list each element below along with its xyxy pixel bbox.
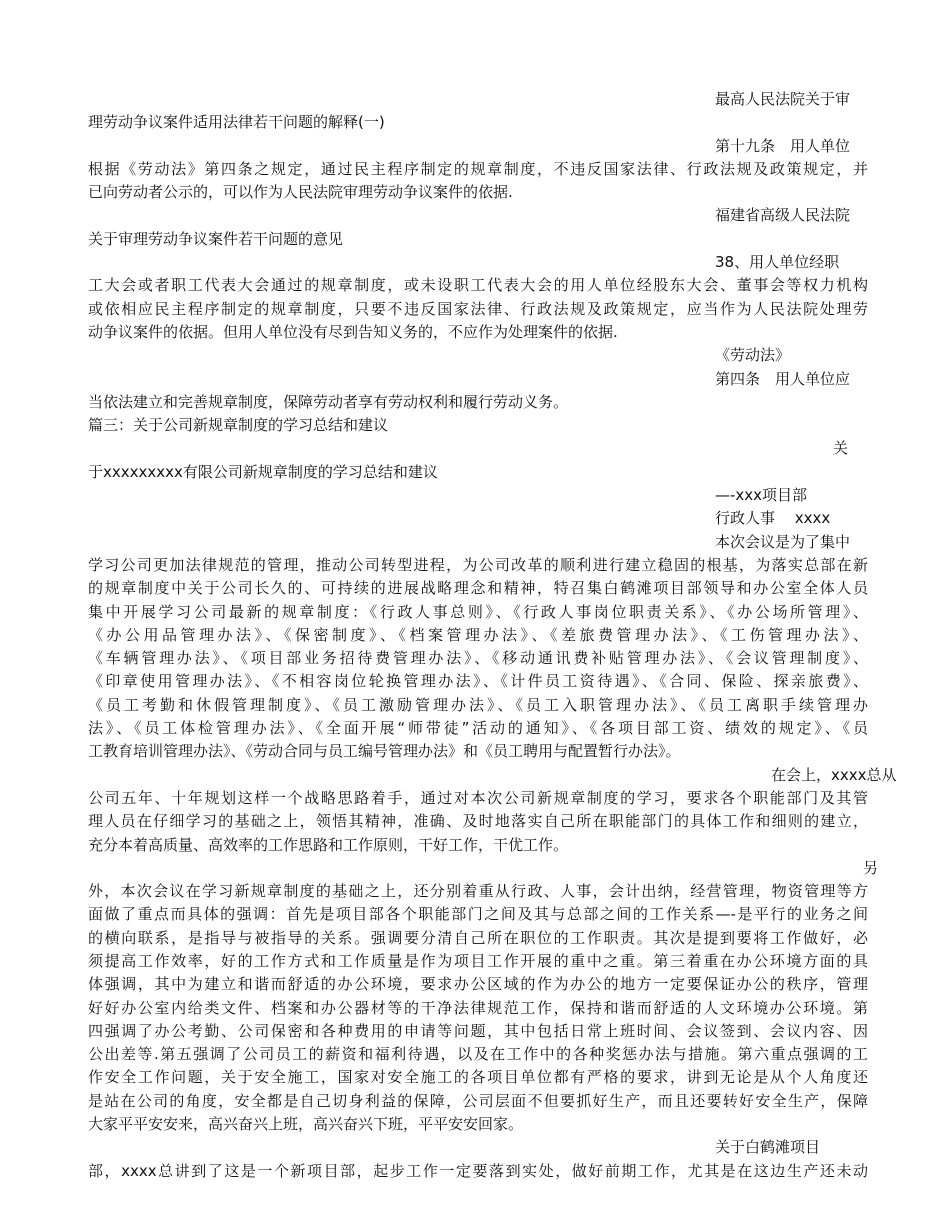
text-line: 《办公用品管理办法》、《保密制度》、《档案管理办法》、《差旅费管理办法》、《工伤管理办法》、 (88, 625, 868, 644)
text-line: 第十九条 用人单位 (715, 136, 851, 155)
text-line: 已向劳动者公示的，可以作为人民法院审理劳动争议案件的依据. (88, 183, 513, 202)
text-line: 《印章使用管理办法》、《不相容岗位轮换管理办法》、《计件员工资待遇》、《合同、保险、探亲旅费》、 (88, 672, 868, 691)
text-line: 须提高工作效率，好的工作方式和工作质量是作为项目工作开展的重中之重。第三着重在办公环境方面的具 (88, 951, 868, 970)
text-line: 好好办公室内给类文件、档案和办公器材等的干净法律规范工作，保持和谐而舒适的人文环境办公环境。第 (88, 998, 868, 1017)
text-line: 38、用人单位经职 (715, 253, 840, 272)
text-line: 在会上，xxxx总从 (771, 765, 897, 784)
text-line: 公出差等.第五强调了公司员工的薪资和福利待遇，以及在工作中的各种奖惩办法与措施。第六重点强调的工 (88, 1045, 868, 1064)
text-line: —-xxx项目部 (715, 486, 808, 505)
text-line: 工教育培训管理办法》、《劳动合同与员工编号管理办法》和《员工聘用与配置暂行办法》。 (88, 742, 681, 761)
text-line: 于xxxxxxxxx有限公司新规章制度的学习总结和建议 (88, 462, 438, 481)
text-line: 体强调，其中为建立和谐而舒适的办公环境，要求办公区域的作为办公的地方一定要保证办公的秩序，管理 (88, 975, 868, 994)
text-line: 作安全工作问题，关于安全施工，国家对安全施工的各项目单位都有严格的要求，讲到无论是从个人角度还 (88, 1068, 868, 1087)
text-line: 福建省高级人民法院 (715, 206, 851, 225)
text-line: 关 (833, 439, 849, 458)
text-line: 本次会议是为了集中 (715, 532, 851, 551)
text-line: 另 (863, 858, 879, 877)
text-line: 最高人民法院关于审 (715, 90, 851, 108)
text-line: 理劳动争议案件适用法律若干问题的解释(一) (88, 113, 385, 132)
text-line: 行政人事 xxxx (715, 509, 831, 528)
text-line: 充分本着高质量、高效率的工作思路和工作原则，干好工作，干优工作。 (88, 835, 569, 854)
text-line: 部，xxxx总讲到了这是一个新项目部，起步工作一定要落到实处，做好前期工作，尤其是在这边生产还未动 (88, 1161, 868, 1180)
text-line: 外，本次会议在学习新规章制度的基础之上，还分别着重从行政、人事，会计出纳，经营管理，物资管理等方 (88, 882, 868, 901)
text-line: 关于审理劳动争议案件若干问题的意见 (88, 229, 344, 248)
text-line: 篇三：关于公司新规章制度的学习总结和建议 (88, 416, 389, 435)
text-line: 是站在公司的角度，安全都是自己切身利益的保障，公司层面不但要抓好生产，而且还要转好安全生产，保障 (88, 1091, 868, 1110)
text-line: 的横向联系，是指导与被指导的关系。强调要分清自己所在职位的工作职责。其次是提到要将工作做好，必 (88, 928, 868, 947)
text-line: 动争议案件的依据。但用人单位没有尽到告知义务的，不应作为处理案件的依据. (88, 322, 618, 341)
text-line: 四强调了办公考勤、公司保密和各种费用的申请等问题，其中包括日常上班时间、会议签到、会议内容、因 (88, 1021, 868, 1040)
text-line: 《车辆管理办法》、《项目部业务招待费管理办法》、《移动通讯费补贴管理办法》、《会议管理制度》、 (88, 649, 868, 668)
text-line: 《劳动法》 (715, 346, 791, 365)
text-line: 关于白鹤滩项目 (715, 1138, 821, 1157)
text-line: 第四条 用人单位应 (715, 369, 851, 388)
document-body (88, 88, 897, 1183)
text-line: 法》、《员工体检管理办法》、《全面开展“师带徒”活动的通知》、《各项目部工资、绩效的规定》、《员 (88, 719, 869, 738)
text-line: 根据《劳动法》第四条之规定，通过民主程序制定的规章制度，不违反国家法律、行政法规及政策规定，并 (88, 159, 868, 178)
text-line: 面做了重点而具体的强调：首先是项目部各个职能部门之间及其与总部之间的工作关系—-是平行的业务之间 (88, 905, 868, 924)
text-line: 公司五年、十年规划这样一个战略思路着手，通过对本次公司新规章制度的学习，要求各个职能部门及其管 (88, 788, 868, 807)
text-line: 理人员在仔细学习的基础之上，领悟其精神，准确、及时地落实自己所在职能部门的具体工作和细则的建立， (88, 812, 868, 831)
text-line: 大家平平安安来，高兴奋兴上班，高兴奋兴下班，平平安安回家。 (88, 1115, 524, 1134)
text-line: 的规章制度中关于公司长久的、可持续的进展战略理念和精神，特召集白鹤滩项目部领导和办公室全体人员 (88, 579, 868, 598)
text-line: 或依相应民主程序制定的规章制度，只要不违反国家法律、行政法规及政策规定，应当作为人民法院处理劳 (88, 299, 868, 318)
text-line: 学习公司更加法律规范的管理，推动公司转型进程，为公司改革的顺利进行建立稳固的根基，为落实总部在新 (88, 555, 868, 574)
text-line: 工大会或者职工代表大会通过的规章制度，或未设职工代表大会的用人单位经股东大会、董事会等权力机构 (88, 276, 868, 295)
text-line: 《员工考勤和休假管理制度》、《员工激励管理办法》、《员工入职管理办法》、《员工离职手续管理办 (88, 695, 868, 714)
text-line: 集中开展学习公司最新的规章制度：《行政人事总则》、《行政人事岗位职责关系》、《办公场所管理》、 (88, 602, 868, 621)
text-line: 当依法建立和完善规章制度，保障劳动者享有劳动权利和履行劳动义务。 (88, 392, 569, 411)
